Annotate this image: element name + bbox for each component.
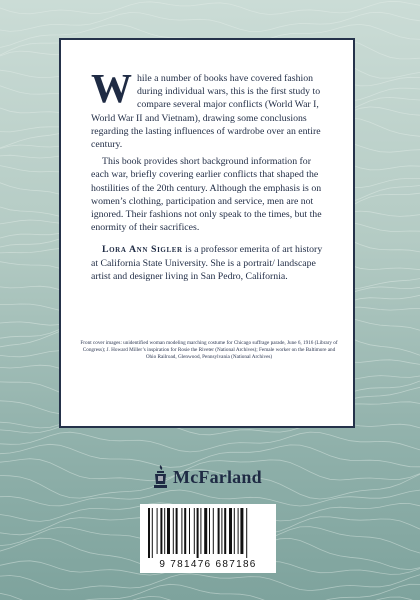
wave-line (0, 1, 420, 14)
barcode-bar (173, 508, 174, 554)
barcode-bar (213, 508, 214, 554)
barcode-bar (229, 508, 232, 554)
barcode-bar (240, 508, 243, 554)
barcode-bar (160, 508, 162, 554)
barcode-bar (157, 508, 158, 554)
lamp-logo-icon (152, 464, 169, 490)
publisher-name: McFarland (173, 466, 262, 487)
author-name: Lora Ann Sigler (102, 244, 183, 256)
barcode-bar (209, 508, 210, 554)
barcode-bar (197, 508, 199, 558)
barcode-bar (152, 508, 153, 558)
barcode-bar (234, 508, 235, 554)
barcode-bar (184, 508, 186, 554)
description-text (91, 65, 329, 283)
cover-image-credits: Front cover images: unidentified woman modeling marching costume for Chicago suffrage parade, June 6, 1916 (Library of Congress); J. Howard Miller’s inspiration for Rosie the Riveter (National Archives); Female worker on the Baltimore and Ohio Railroad, Glenwood, Pennsylvania (National Archives) (80, 340, 338, 360)
paragraph-summary: This book provides short background information for each war, briefly covering earlier conflicts that shaped the hostilities of the 20th century. Although the emphasis is on women’s clothing, participation and service, men are not ignored. Their fashions not only speak to the times, but the enormity of their sacrifices. (91, 156, 322, 234)
barcode-bar (164, 508, 165, 554)
author-bio-text: is a professor emerita of art history at California State University. She is a portrait/ landscape artist and designer living in San Pedro, California. (91, 244, 323, 282)
isbn-number: 9 781476 687186 (159, 559, 257, 570)
barcode-bar (224, 508, 226, 554)
barcode-bar (218, 508, 220, 554)
barcode-bar (181, 508, 182, 554)
barcode-bar (238, 508, 239, 554)
isbn-barcode (140, 504, 276, 573)
wave-line (0, 12, 420, 31)
barcode-bar (204, 508, 207, 554)
description-panel (59, 38, 355, 428)
barcode-bar (194, 508, 195, 554)
paragraph-intro (91, 65, 329, 151)
barcode-bar (189, 508, 190, 554)
barcode-bar (176, 508, 178, 554)
wave-line (0, 574, 420, 591)
barcode-bars (146, 508, 270, 558)
author-bio (91, 243, 329, 283)
barcode-bar (200, 508, 201, 554)
barcode-bar (148, 508, 150, 558)
publisher-brand (152, 462, 262, 492)
barcode-bar (167, 508, 170, 554)
barcode-bar (246, 508, 247, 558)
paragraph-intro-text: hile a number of books have covered fashion during individual wars, this is the first study to compare several major conflicts (World War I, World War II and Vietnam), drawing some conclusions regarding the lasting influences of wardrobe over an entire century. (91, 73, 321, 151)
barcode-bar (221, 508, 222, 554)
wave-line (0, 584, 420, 600)
drop-cap-letter: W (91, 65, 132, 111)
